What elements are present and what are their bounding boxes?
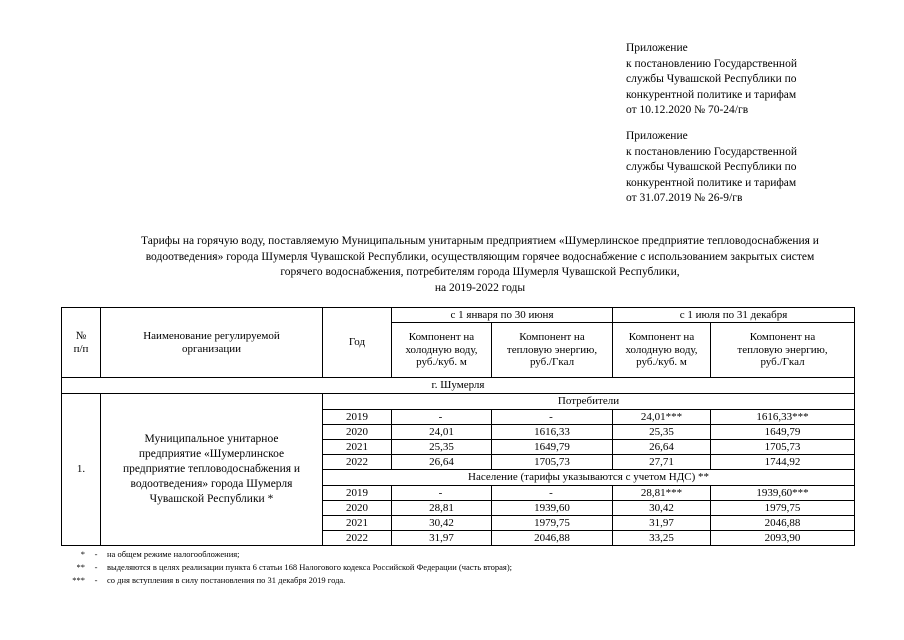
year-cell: 2020 [323, 501, 392, 516]
footnote-text: со дня вступления в силу постановления по 31 декабря 2019 года. [107, 575, 346, 585]
consumer-group-label: Потребители [323, 394, 855, 410]
appendix-line: от 31.07.2019 № 26-9/гв [626, 192, 743, 204]
cold-water-period-2: 25,35 [613, 425, 711, 440]
appendix-line: службы Чувашской Республики по [626, 73, 797, 85]
header-heat-energy-2: Компонент на тепловую энергию, руб./Гкал [711, 323, 855, 378]
header-cold-water-2: Компонент на холодную воду, руб./куб. м [613, 323, 711, 378]
heat-energy-period-2: 1649,79 [711, 425, 855, 440]
heat-energy-period-1: 1939,60 [492, 501, 613, 516]
footnote [57, 574, 512, 587]
tariff-table [61, 307, 855, 546]
heat-energy-period-2: 1939,60*** [711, 486, 855, 501]
document-title [80, 234, 880, 296]
heat-energy-period-2: 2046,88 [711, 516, 855, 531]
footnote [57, 561, 512, 574]
cold-water-period-1: 24,01 [392, 425, 492, 440]
consumer-group-label: Население (тарифы указываются с учетом НДС) ** [323, 470, 855, 486]
appendix-block-2 [626, 129, 797, 207]
year-cell: 2021 [323, 516, 392, 531]
heat-energy-period-1: - [492, 410, 613, 425]
header-number: № п/п [62, 308, 101, 378]
cold-water-period-1: 25,35 [392, 440, 492, 455]
appendix-line: конкурентной политике и тарифам [626, 88, 797, 101]
cold-water-period-2: 30,42 [613, 501, 711, 516]
cold-water-period-1: - [392, 486, 492, 501]
heat-energy-period-1: 1705,73 [492, 455, 613, 470]
cold-water-period-1: 28,81 [392, 501, 492, 516]
heat-energy-period-1: 1649,79 [492, 440, 613, 455]
footnote-text: выделяются в целях реализации пункта 6 статьи 168 Налогового кодекса Российской Федерации (часть вторая); [107, 562, 513, 572]
heat-energy-period-2: 1979,75 [711, 501, 855, 516]
footnote-mark: * [80, 549, 85, 559]
cold-water-period-2: 24,01*** [613, 410, 711, 425]
region-row: г. Шумерля [62, 378, 855, 394]
header-heat-energy-1: Компонент на тепловую энергию, руб./Гкал [492, 323, 613, 378]
header-period-2: с 1 июля по 31 декабря [613, 308, 855, 323]
year-cell: 2019 [323, 410, 392, 425]
appendix-line: к постановлению Государственной [626, 57, 797, 70]
title-line: на 2019-2022 годы [434, 281, 526, 294]
organization-name: Муниципальное унитарное предприятие «Шумерлинское предприятие тепловодоснабжения и водоотведения» города Шумерля Чувашской Республики * [101, 394, 323, 546]
heat-energy-period-2: 1705,73 [711, 440, 855, 455]
cold-water-period-1: 30,42 [392, 516, 492, 531]
appendix-line: от 10.12.2020 № 70-24/гв [626, 104, 749, 116]
heat-energy-period-1: 1616,33 [492, 425, 613, 440]
title-line: водоотведения» города Шумерля Чувашской Республики, осуществляющим горячее водоснабжение с использованием закрытых систем [145, 250, 815, 263]
year-cell: 2019 [323, 486, 392, 501]
year-cell: 2022 [323, 455, 392, 470]
heat-energy-period-1: - [492, 486, 613, 501]
appendix-line: Приложение [626, 42, 688, 54]
footnote-mark: *** [72, 575, 85, 585]
appendix-line: конкурентной политике и тарифам [626, 176, 797, 189]
title-line: горячего водоснабжения, потребителям города Шумерля Чувашской Республики, [280, 266, 680, 279]
footnote-mark: ** [76, 562, 85, 572]
footnote-dash: - [94, 562, 98, 572]
footnote-dash: - [94, 575, 98, 585]
cold-water-period-2: 27,71 [613, 455, 711, 470]
heat-energy-period-2: 1744,92 [711, 455, 855, 470]
year-cell: 2022 [323, 531, 392, 546]
cold-water-period-2: 28,81*** [613, 486, 711, 501]
header-organization: Наименование регулируемой организации [101, 308, 323, 378]
appendix-block-1 [626, 41, 797, 119]
cold-water-period-2: 26,64 [613, 440, 711, 455]
header-period-1: с 1 января по 30 июня [392, 308, 613, 323]
footnotes [57, 548, 512, 587]
year-cell: 2020 [323, 425, 392, 440]
row-number: 1. [62, 394, 101, 546]
header-cold-water-1: Компонент на холодную воду, руб./куб. м [392, 323, 492, 378]
heat-energy-period-1: 1979,75 [492, 516, 613, 531]
cold-water-period-1: - [392, 410, 492, 425]
footnote-text: на общем режиме налогообложения; [107, 549, 240, 559]
header-year: Год [323, 308, 392, 378]
cold-water-period-2: 33,25 [613, 531, 711, 546]
year-cell: 2021 [323, 440, 392, 455]
heat-energy-period-1: 2046,88 [492, 531, 613, 546]
heat-energy-period-2: 2093,90 [711, 531, 855, 546]
cold-water-period-1: 31,97 [392, 531, 492, 546]
cold-water-period-2: 31,97 [613, 516, 711, 531]
appendix-line: к постановлению Государственной [626, 145, 797, 158]
heat-energy-period-2: 1616,33*** [711, 410, 855, 425]
footnote [57, 548, 512, 561]
appendix-line: службы Чувашской Республики по [626, 161, 797, 173]
appendix-line: Приложение [626, 130, 688, 142]
footnote-dash: - [94, 549, 98, 559]
cold-water-period-1: 26,64 [392, 455, 492, 470]
title-line: Тарифы на горячую воду, поставляемую Муниципальным унитарным предприятием «Шумерлинское предприятие тепловодоснабжения и [141, 235, 819, 247]
